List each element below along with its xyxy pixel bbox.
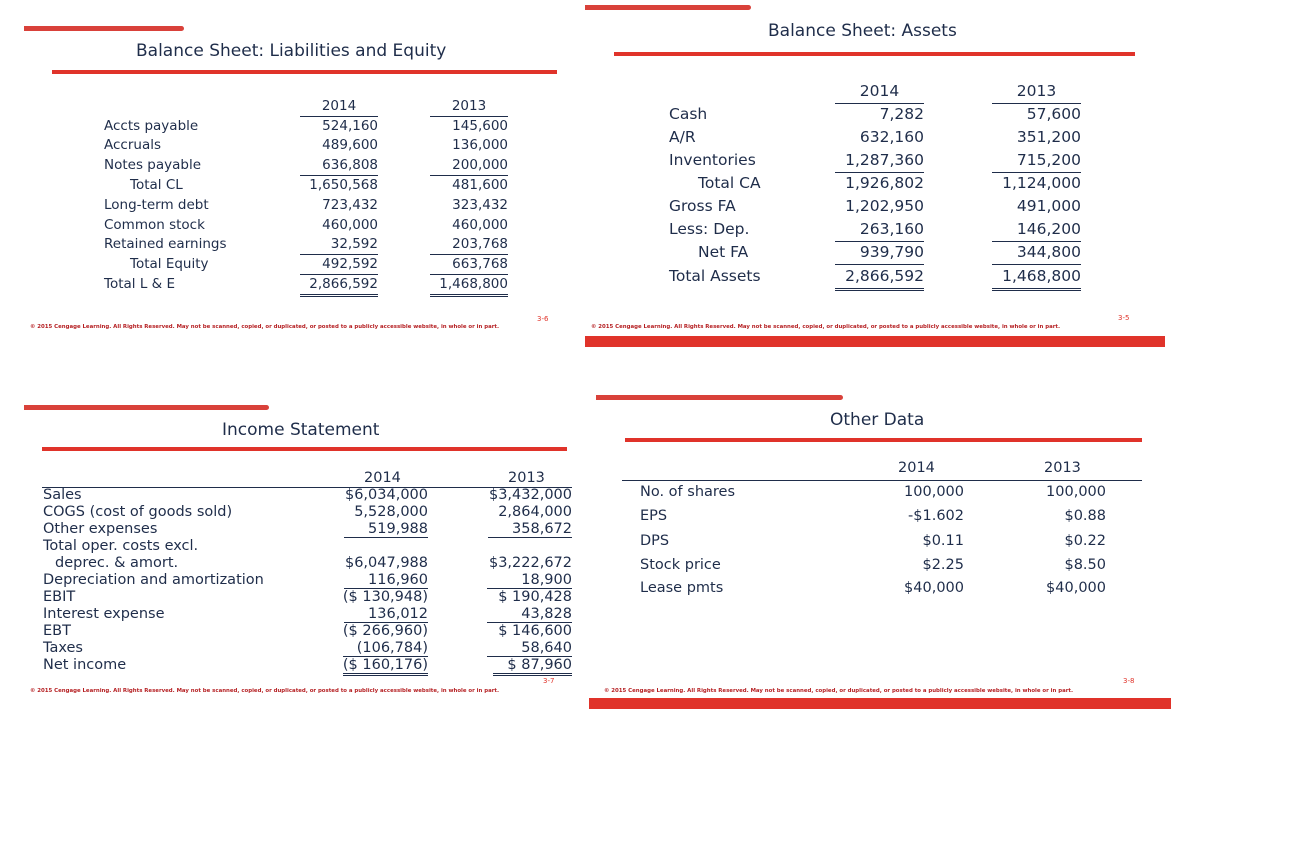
value-2013: 136,000	[452, 137, 508, 153]
slide-title: Balance Sheet: Liabilities and Equity	[136, 41, 447, 61]
value-2014: 100,000	[904, 484, 964, 500]
year-header-2014: 2014	[898, 460, 935, 476]
value-2014: 492,592	[300, 254, 378, 275]
slide-liabilities-equity	[0, 0, 585, 350]
copyright-notice: © 2015 Cengage Learning. All Rights Reserved. May not be scanned, copied, or duplicated, or posted to a publicly accessible website, in whole or in part.	[591, 324, 1060, 330]
value-2014: 636,808	[300, 155, 378, 176]
value-2013: $ 146,600	[498, 623, 572, 639]
value-2013: 145,600	[452, 118, 508, 134]
row-label: Sales	[43, 487, 82, 503]
value-2014: 7,282	[879, 105, 924, 123]
value-2013: 200,000	[430, 155, 508, 176]
value-2014-text: (106,784)	[343, 640, 428, 657]
row-label: Net income	[43, 657, 127, 673]
footer-bar	[589, 698, 599, 709]
value-2014	[320, 521, 428, 538]
value-2014: 5,528,000	[354, 504, 428, 520]
value-2014: 1,287,360	[835, 149, 924, 173]
row-label: deprec. & amort.	[55, 555, 179, 571]
value-2013: 146,200	[992, 218, 1081, 242]
value-2013: 481,600	[452, 177, 508, 193]
value-2013	[464, 521, 572, 538]
value-2013: $8.50	[1064, 557, 1106, 573]
footer-bar	[585, 336, 1165, 347]
value-2014: $0.11	[922, 533, 964, 549]
value-2013: 1,468,800	[992, 265, 1081, 291]
value-2013: 323,432	[452, 197, 508, 213]
value-2014-text: 136,012	[344, 606, 428, 623]
row-label: Total L & E	[104, 276, 175, 292]
row-label: Gross FA	[669, 197, 736, 215]
value-2014: $6,034,000	[344, 487, 428, 503]
value-2014-text: ($ 160,176)	[343, 657, 428, 676]
year-header-2014: 2014	[835, 80, 924, 104]
value-2013: 100,000	[1046, 484, 1106, 500]
slide-accent-bar	[24, 405, 269, 410]
title-underline	[614, 52, 1135, 56]
year-header-2013: 2013	[430, 96, 508, 117]
row-label: COGS (cost of goods sold)	[43, 504, 233, 520]
value-2013: 491,000	[1016, 197, 1081, 215]
slide-accent-bar	[585, 5, 751, 10]
row-label: Interest expense	[43, 606, 165, 622]
value-2014: 939,790	[835, 241, 924, 265]
slide-title: Other Data	[830, 410, 925, 430]
value-2014: 263,160	[835, 218, 924, 242]
value-2013: $3,432,000	[488, 487, 572, 503]
row-label: Total CA	[698, 174, 761, 192]
value-2014	[320, 657, 428, 674]
value-2014-text: 116,960	[344, 572, 428, 589]
row-label: Inventories	[669, 151, 756, 169]
page-number: 3-6	[537, 315, 549, 323]
value-2014: 2,866,592	[300, 274, 378, 297]
page-number: 3-8	[1123, 677, 1135, 685]
value-2013: $0.88	[1064, 508, 1106, 524]
value-2014-text: 519,988	[344, 521, 428, 538]
value-2014: ($ 266,960)	[342, 623, 428, 639]
value-2013: 351,200	[1016, 128, 1081, 146]
value-2014	[320, 640, 428, 657]
value-2014: $40,000	[904, 580, 964, 596]
value-2013: 2,864,000	[498, 504, 572, 520]
value-2013	[464, 640, 572, 657]
title-underline	[625, 438, 1142, 442]
value-2013-text: $ 87,960	[493, 657, 572, 676]
copyright-notice: © 2015 Cengage Learning. All Rights Reserved. May not be scanned, copied, or duplicated, or posted to a publicly accessible website, in whole or in part.	[30, 324, 499, 330]
row-label: EBIT	[43, 589, 76, 605]
row-label: Stock price	[640, 557, 721, 573]
value-2013: 460,000	[452, 217, 508, 233]
slide-other-data	[596, 390, 1186, 720]
value-2014: 32,592	[300, 234, 378, 255]
value-2014: 489,600	[322, 137, 378, 153]
value-2013: 1,124,000	[1002, 174, 1081, 192]
slide-assets	[585, 0, 1175, 350]
row-label: Total Assets	[669, 267, 761, 285]
copyright-notice: © 2015 Cengage Learning. All Rights Reserved. May not be scanned, copied, or duplicated, or posted to a publicly accessible website, in whole or in part.	[604, 688, 1073, 694]
value-2014: -$1.602	[908, 508, 964, 524]
value-2014: 1,926,802	[845, 174, 924, 192]
footer-bar	[589, 698, 1171, 709]
row-label: EBT	[43, 623, 71, 639]
page-number: 3-7	[543, 677, 555, 685]
year-header-2014: 2014	[300, 96, 378, 117]
value-2013: 663,768	[430, 254, 508, 275]
copyright-notice: © 2015 Cengage Learning. All Rights Reserved. May not be scanned, copied, or duplicated, or posted to a publicly accessible website, in whole or in part.	[30, 688, 499, 694]
value-2014: 2,866,592	[835, 265, 924, 291]
row-label: A/R	[669, 128, 696, 146]
row-label: Other expenses	[43, 521, 158, 537]
value-2013: 1,468,800	[430, 274, 508, 297]
row-label: Less: Dep.	[669, 220, 750, 238]
value-2014: 1,650,568	[309, 177, 378, 193]
row-label: Accruals	[104, 137, 162, 153]
year-header-2013: 2013	[992, 80, 1081, 104]
row-label: Cash	[669, 105, 708, 123]
page-number: 3-5	[1118, 314, 1130, 322]
row-label: Taxes	[43, 640, 83, 656]
row-label: Total Equity	[130, 256, 209, 272]
row-label: Notes payable	[104, 157, 202, 173]
title-underline	[42, 447, 567, 451]
value-2014: $6,047,988	[344, 555, 428, 571]
row-label: Total CL	[130, 177, 183, 193]
year-header-2013: 2013	[508, 470, 545, 486]
slide-income-statement	[0, 390, 590, 720]
value-2013-text: 58,640	[487, 640, 572, 657]
value-2014: 723,432	[322, 197, 378, 213]
value-2014: ($ 130,948)	[342, 589, 428, 605]
row-label: No. of shares	[640, 484, 736, 500]
value-2013: $0.22	[1064, 533, 1106, 549]
value-2013: $40,000	[1046, 580, 1106, 596]
row-label: EPS	[640, 508, 668, 524]
slide-accent-bar	[596, 395, 843, 400]
value-2013: 344,800	[992, 241, 1081, 265]
slide-accent-bar	[24, 26, 184, 31]
value-2013-text: 43,828	[487, 606, 572, 623]
value-2013-text: 358,672	[488, 521, 572, 538]
row-label: Lease pmts	[640, 580, 724, 596]
title-underline	[52, 70, 557, 74]
value-2014: 632,160	[859, 128, 924, 146]
slide-title: Balance Sheet: Assets	[768, 21, 957, 41]
year-header-2013: 2013	[1044, 460, 1081, 476]
value-2013: 203,768	[430, 234, 508, 255]
value-2013: 57,600	[1026, 105, 1081, 123]
value-2013	[464, 657, 572, 674]
row-label: Depreciation and amortization	[43, 572, 264, 588]
row-label: Common stock	[104, 217, 205, 233]
value-2013: $3,222,672	[488, 555, 572, 571]
value-2013	[464, 572, 572, 589]
year-header-2014: 2014	[364, 470, 401, 486]
row-label: Retained earnings	[104, 236, 227, 252]
income-header-rule	[42, 470, 572, 488]
value-2014: 524,160	[322, 118, 378, 134]
row-label: DPS	[640, 533, 670, 549]
row-label: Long-term debt	[104, 197, 209, 213]
value-2013-text: 18,900	[487, 572, 572, 589]
value-2014	[320, 572, 428, 589]
row-label: Net FA	[698, 243, 749, 261]
value-2013	[464, 606, 572, 623]
row-label: Total oper. costs excl.	[43, 538, 199, 554]
value-2013: $ 190,428	[498, 589, 572, 605]
value-2014	[320, 606, 428, 623]
value-2014: 1,202,950	[845, 197, 924, 215]
value-2013: 715,200	[992, 149, 1081, 173]
value-2014: 460,000	[322, 217, 378, 233]
slide-title: Income Statement	[222, 420, 380, 440]
row-label: Accts payable	[104, 118, 199, 134]
value-2014: $2.25	[922, 557, 964, 573]
